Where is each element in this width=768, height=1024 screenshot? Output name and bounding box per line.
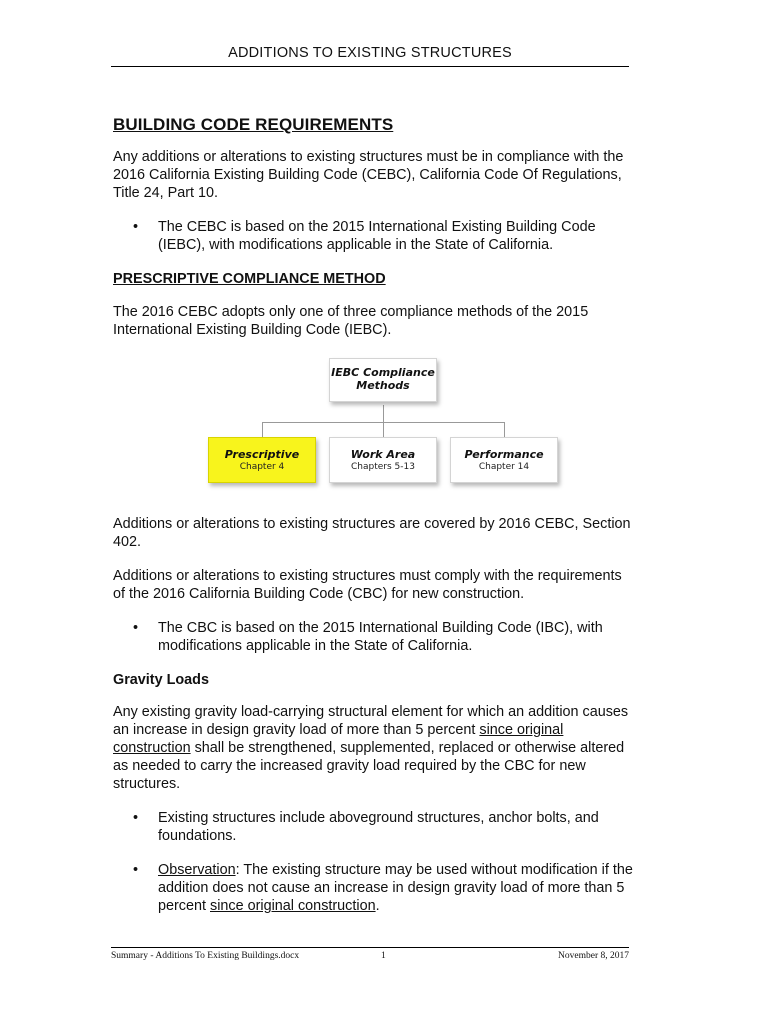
performance-box: [450, 437, 558, 483]
connector-right: [504, 422, 505, 437]
footer-date: November 8, 2017: [558, 951, 629, 961]
page-header: ADDITIONS TO EXISTING STRUCTURES: [228, 45, 512, 61]
building-code-heading: BUILDING CODE REQUIREMENTS: [113, 115, 394, 134]
gravity-loads-heading: Gravity Loads: [113, 672, 209, 688]
diagram-root-box: [329, 358, 437, 402]
existing-structures-bullet: • Existing structures include aboveground structures, anchor bolts, and foundations.: [113, 809, 633, 845]
work-area-box: [329, 437, 437, 483]
cbc-bullet: • The CBC is based on the 2015 International Building Code (IBC), with modifications applicable in the State of California.: [113, 619, 633, 655]
connector-left: [262, 422, 263, 437]
work-area-title: Work Area: [350, 448, 416, 461]
observation-label: Observation: [158, 862, 236, 878]
prescriptive-heading: PRESCRIPTIVE COMPLIANCE METHOD: [113, 271, 386, 287]
footer-filename: Summary - Additions To Existing Buildings.docx: [111, 951, 300, 961]
root-line2: Methods: [356, 379, 410, 392]
prescriptive-title: Prescriptive: [224, 448, 300, 461]
cebc-bullet: • The CEBC is based on the 2015 International Existing Building Code (IEBC), with modifications applicable in the State of California.: [113, 218, 633, 254]
section-402-paragraph: Additions or alterations to existing structures are covered by 2016 CEBC, Section 402.: [113, 516, 631, 550]
prescriptive-sub: Chapter 4: [239, 462, 285, 472]
performance-title: Performance: [464, 448, 544, 461]
cbc-requirement-paragraph: Additions or alterations to existing structures must comply with the requirements of the 2016 California Building Code (CBC) for new construction.: [113, 568, 622, 602]
prescriptive-box: [208, 437, 316, 483]
gravity-paragraph: [113, 703, 633, 793]
work-area-sub: Chapters 5-13: [351, 462, 415, 472]
cebc-bullet-list: [113, 218, 633, 254]
performance-sub: Chapter 14: [478, 462, 530, 472]
gravity-text-post: shall be strengthened, supplemented, replaced or otherwise altered as needed to carry the increased gravity load required by the CBC for new structures.: [113, 740, 625, 792]
compliance-paragraph: The 2016 CEBC adopts only one of three compliance methods of the 2015 International Existing Building Code (IEBC).: [113, 304, 589, 338]
connector-vertical-root: [383, 405, 384, 422]
header-rule: [111, 66, 629, 67]
iebc-compliance-diagram: [113, 355, 633, 505]
observation-end: .: [375, 898, 380, 914]
footer-page-number: 1: [381, 951, 386, 961]
gravity-text-pre: Any existing gravity load-carrying structural element for which an addition causes an increase in design gravity load of more than 5 percent: [113, 704, 629, 738]
page-footer: [111, 947, 629, 961]
observation-bullet: [113, 861, 633, 915]
since-original-link: since original construction: [113, 722, 564, 756]
intro-paragraph: Any additions or alterations to existing structures must be in compliance with the 2016 California Existing Building Code (CEBC), California Code Of Regulations, Title 24, Part 10.: [113, 149, 624, 201]
observation-since-original: since original construction: [210, 898, 376, 914]
root-line1: IEBC Compliance: [331, 366, 435, 379]
gravity-bullet-list: [113, 809, 633, 915]
observation-text: : The existing structure may be used without modification if the addition does not cause an increase in design gravity load of more than 5 percent: [158, 862, 633, 914]
cbc-bullet-list: [113, 619, 633, 655]
document-body: [113, 116, 633, 931]
connector-mid: [383, 422, 384, 437]
